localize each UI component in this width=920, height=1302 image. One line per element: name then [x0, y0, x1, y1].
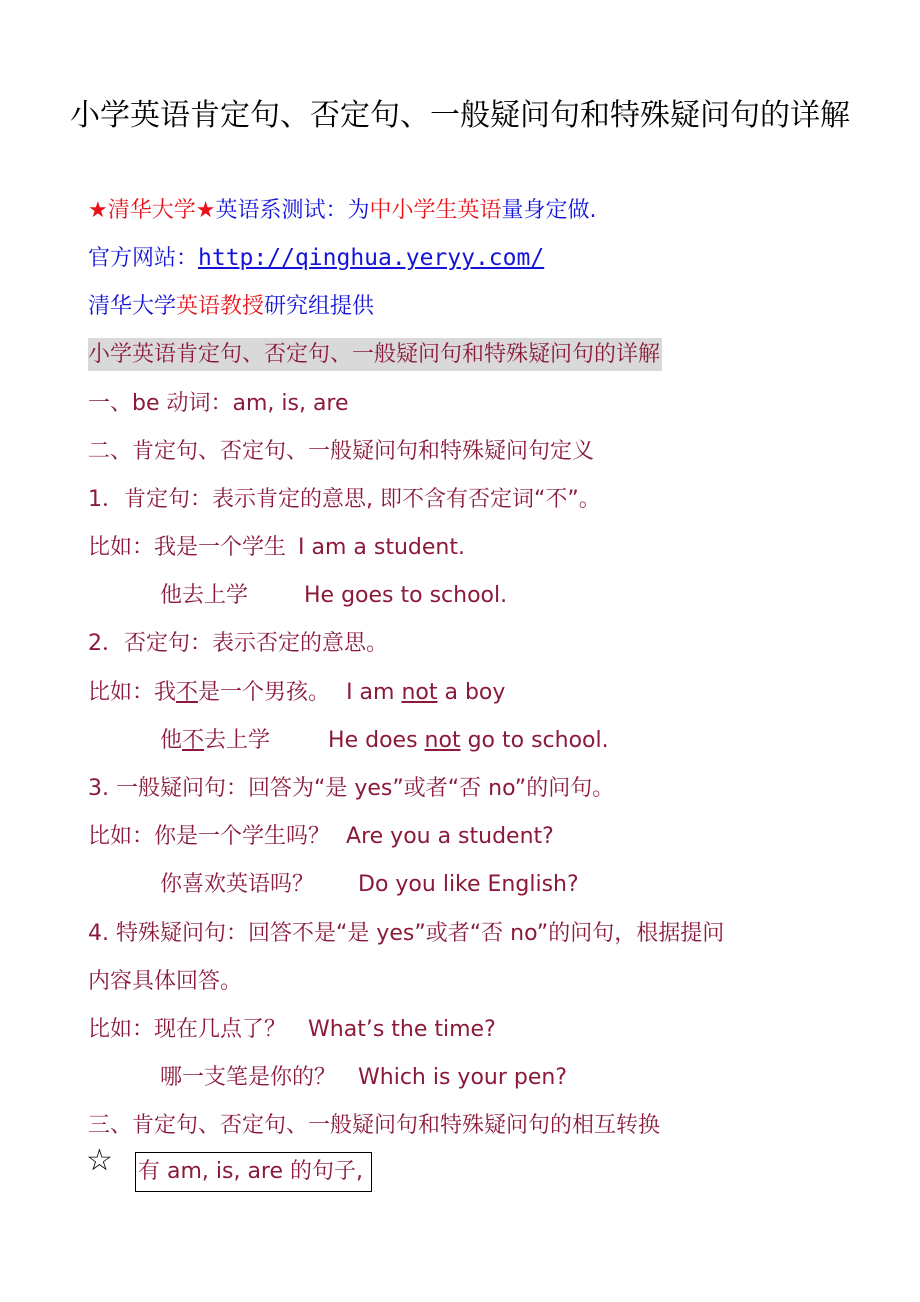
definition-special-question-line2: 内容具体回答。 — [88, 969, 243, 994]
example-cn: 你是一个学生吗？ — [154, 824, 331, 849]
example-cn-underlined: 不 — [176, 680, 199, 705]
promo-line — [88, 196, 880, 226]
example-en: I am a student. — [298, 535, 465, 560]
example-cn-underlined: 不 — [182, 728, 205, 753]
example-cn-part: 他 — [160, 728, 183, 753]
example-en-part: He does — [328, 728, 425, 753]
definition-affirmative: 1．肯定句：表示肯定的意思, 即不含有否定词“不”。 — [88, 487, 601, 512]
promo-brand: 清华大学 — [107, 198, 196, 223]
example-en-underlined: not — [401, 680, 438, 705]
example-en-part: I am — [346, 680, 402, 705]
boxed-note: 有 am, is, are 的句子, — [135, 1152, 372, 1192]
website-label: 官方网站： — [88, 246, 199, 271]
example-cn: 现在几点了？ — [154, 1017, 287, 1042]
outline-star-icon: ☆ — [86, 1143, 113, 1178]
star-icon: ★ — [195, 198, 216, 223]
example-en: What’s the time? — [308, 1017, 496, 1042]
provider-part3: 研究组提供 — [264, 294, 375, 319]
example-en: Which is your pen? — [358, 1065, 568, 1090]
example-negative-1 — [88, 678, 880, 708]
definition-negative: 2．否定句：表示否定的意思。 — [88, 631, 388, 656]
website-link[interactable]: http://qinghua.yeryy.com/ — [198, 245, 545, 271]
example-en-part: go to school. — [460, 728, 609, 753]
example-en: Do you like English? — [358, 872, 579, 897]
example-en: He goes to school. — [304, 583, 508, 608]
definition-special-question-line1: 4. 特殊疑问句：回答不是“是 yes”或者“否 no”的问句，根据提问 — [88, 921, 725, 946]
example-prefix: 比如： — [88, 680, 155, 705]
example-cn: 哪一支笔是你的？ — [160, 1065, 337, 1090]
example-cn-part: 去上学 — [204, 728, 271, 753]
promo-test: 英语系测试：为 — [215, 198, 370, 223]
provider-part2: 英语教授 — [176, 294, 265, 319]
section-heading-3: 三、肯定句、否定句、一般疑问句和特殊疑问句的相互转换 — [88, 1113, 661, 1138]
example-en-underlined: not — [424, 728, 461, 753]
provider-line — [88, 292, 880, 322]
section-heading-2: 二、肯定句、否定句、一般疑问句和特殊疑问句定义 — [88, 439, 595, 464]
example-cn-part: 是一个男孩。 — [198, 680, 331, 705]
example-cn: 他去上学 — [160, 583, 249, 608]
example-special-question-1 — [88, 1015, 880, 1045]
promo-tail: 量身定做. — [501, 198, 597, 223]
example-prefix: 比如： — [88, 824, 155, 849]
example-general-question-2 — [160, 870, 880, 900]
example-affirmative-1 — [88, 533, 880, 563]
example-cn-part: 我 — [154, 680, 177, 705]
promo-target: 中小学生英语 — [369, 198, 502, 223]
example-affirmative-2 — [160, 581, 880, 611]
example-cn: 我是一个学生 — [154, 535, 287, 560]
website-line — [88, 243, 880, 274]
document-title: 小学英语肯定句、否定句、一般疑问句和特殊疑问句的详解 — [70, 98, 850, 133]
example-prefix: 比如： — [88, 535, 155, 560]
example-prefix: 比如： — [88, 1017, 155, 1042]
section-heading-1: 一、be 动词：am, is, are — [88, 391, 349, 416]
example-en: Are you a student? — [346, 824, 554, 849]
definition-general-question: 3. 一般疑问句：回答为“是 yes”或者“否 no”的问句。 — [88, 776, 615, 801]
star-icon: ★ — [88, 198, 108, 223]
example-special-question-2 — [160, 1063, 880, 1093]
subtitle: 小学英语肯定句、否定句、一般疑问句和特殊疑问句的详解 — [88, 338, 662, 371]
example-cn: 你喜欢英语吗？ — [160, 872, 315, 897]
example-general-question-1 — [88, 822, 880, 852]
example-negative-2 — [160, 726, 880, 756]
subtitle-line — [88, 340, 880, 370]
example-en-part: a boy — [437, 680, 506, 705]
provider-part1: 清华大学 — [88, 294, 177, 319]
